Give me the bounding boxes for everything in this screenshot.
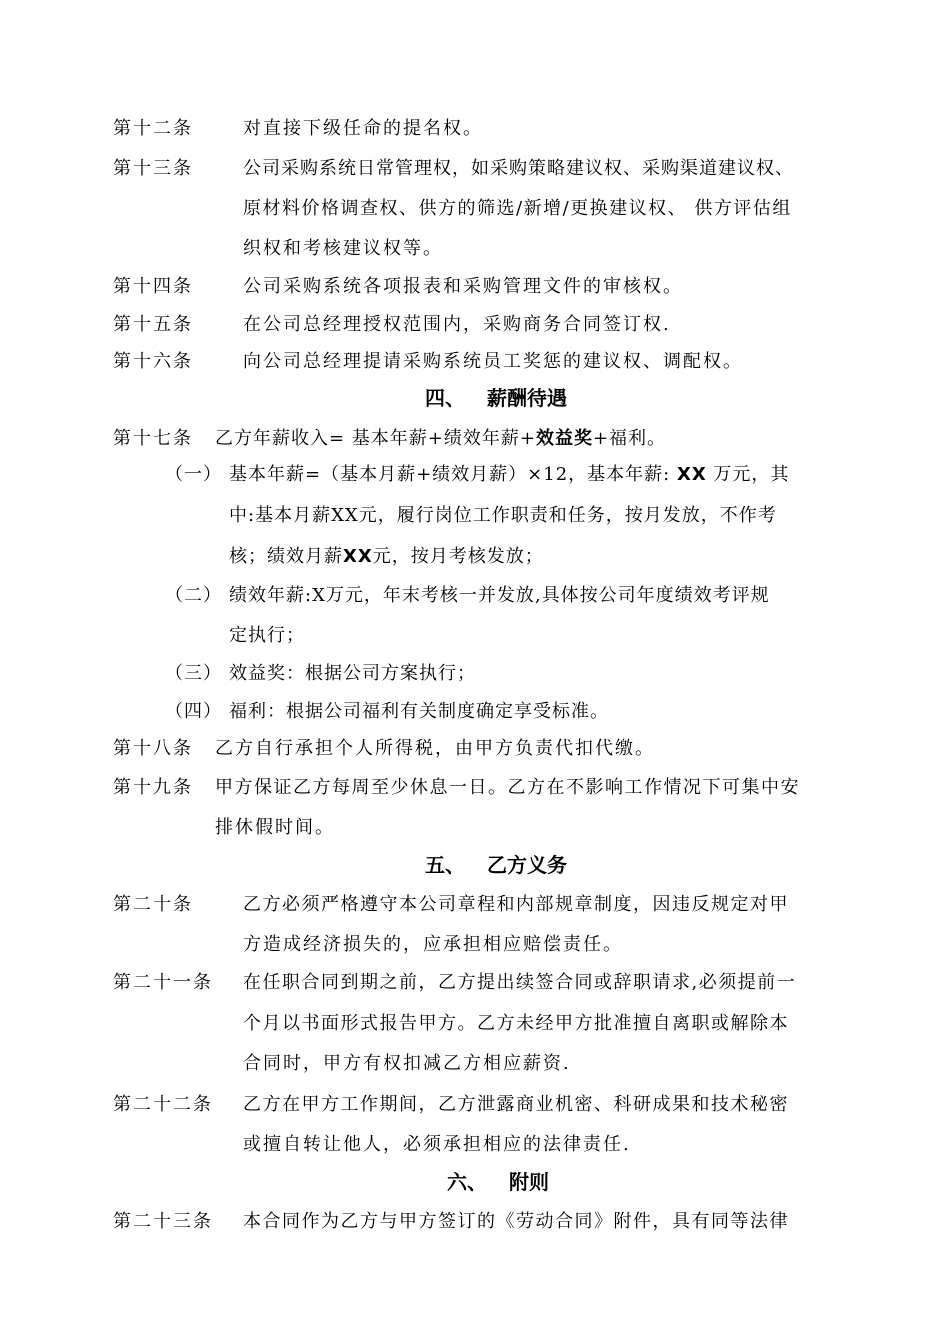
article-text: 对直接下级任命的提名权。 <box>243 118 483 139</box>
sub-item-1 <box>165 463 222 487</box>
article-text-line: 个月以书面形式报告甲方。乙方未经甲方批准擅自离职或解除本 <box>243 1013 789 1034</box>
article-text: 乙方必须严格遵守本公司章程和内部规章制度，因违反规定对甲 <box>243 894 789 915</box>
section-heading-6 <box>447 1169 549 1195</box>
article-label: 第二十二条 <box>113 1094 213 1115</box>
section-heading-4 <box>425 385 567 411</box>
article-label: 第十四条 <box>113 276 193 297</box>
sub-item-4: （四） <box>165 701 222 722</box>
sub-item-3: （三） <box>165 663 222 684</box>
item-text-part: 核；绩效月薪 <box>229 546 343 567</box>
sub-item-2: （二） <box>165 585 222 606</box>
article-text-part: +福利。 <box>592 428 667 449</box>
article-label: 第十五条 <box>113 314 193 335</box>
article-text-part: 乙方年薪收入= 基本年薪+绩效年薪+ <box>215 428 536 449</box>
article-text-line: 或擅自转让他人，必须承担相应的法律责任. <box>243 1134 631 1155</box>
article-text: 甲方保证乙方每周至少休息一日。乙方在不影响工作情况下可集中安 <box>215 777 800 798</box>
heading-number: 五、 <box>425 853 465 877</box>
article-label: 第十二条 <box>113 118 193 139</box>
article-text-line: 合同时，甲方有权扣减乙方相应薪资. <box>243 1053 571 1074</box>
placeholder-amount: XX <box>343 546 373 567</box>
article-label: 第十六条 <box>113 351 193 372</box>
article-label: 第二十三条 <box>113 1211 213 1232</box>
heading-title: 薪酬待遇 <box>487 386 567 410</box>
item-number: （一） <box>165 464 222 485</box>
article-text-line: 方造成经济损失的，应承担相应赔偿责任。 <box>243 934 623 955</box>
article-text <box>215 427 666 451</box>
heading-number: 四、 <box>425 386 465 410</box>
sub-item-text-line <box>229 545 544 569</box>
article-text-line: 原材料价格调查权、供方的筛选/新增/更换建议权、 供方评估组 <box>243 198 792 219</box>
article-label: 第二十条 <box>113 894 193 915</box>
article-text: 在公司总经理授权范围内，采购商务合同签订权. <box>243 314 671 335</box>
item-text-part: 基本年薪=（基本月薪+绩效月薪）×12，基本年薪: <box>229 464 677 485</box>
article-text: 公司采购系统日常管理权，如采购策略建议权、采购渠道建议权、 <box>243 158 794 179</box>
article-label: 第十七条 <box>113 428 193 449</box>
article-label: 第十九条 <box>113 777 193 798</box>
article-text: 公司采购系统各项报表和采购管理文件的审核权。 <box>243 276 683 297</box>
article-label: 第十三条 <box>113 158 193 179</box>
heading-title: 乙方义务 <box>487 853 567 877</box>
article-text-line: 排休假时间。 <box>215 817 335 838</box>
placeholder-amount: XX <box>676 464 707 485</box>
sub-item-text: 效益奖：根据公司方案执行； <box>229 663 476 684</box>
item-text-part: 元，按月考核发放； <box>372 546 544 567</box>
item-text-part: 万元，其 <box>706 464 790 485</box>
heading-number: 六、 <box>447 1170 487 1194</box>
article-text-line: 织权和考核建议权等。 <box>243 238 443 259</box>
sub-item-text: 福利：根据公司福利有关制度确定享受标准。 <box>229 701 609 722</box>
article-text: 乙方自行承担个人所得税，由甲方负责代扣代缴。 <box>215 738 655 759</box>
heading-title: 附则 <box>509 1170 549 1194</box>
sub-item-text: 绩效年薪:X万元，年末考核一并发放,具体按公司年度绩效考评规 <box>229 585 770 606</box>
section-heading-5 <box>425 852 567 878</box>
article-text: 在任职合同到期之前，乙方提出续签合同或辞职请求,必须提前一 <box>243 972 797 993</box>
sub-item-text-line: 定执行； <box>229 625 305 646</box>
article-text: 本合同作为乙方与甲方签订的《劳动合同》附件，具有同等法律 <box>243 1211 789 1232</box>
bold-term: 效益奖 <box>535 428 593 449</box>
article-text: 乙方在甲方工作期间，乙方泄露商业机密、科研成果和技术秘密 <box>243 1094 789 1115</box>
sub-item-text-line: 中:基本月薪XX元，履行岗位工作职责和任务，按月发放，不作考 <box>229 505 777 526</box>
article-label: 第十八条 <box>113 738 193 759</box>
sub-item-text <box>229 463 789 487</box>
article-text: 向公司总经理提请采购系统员工奖惩的建议权、调配权。 <box>243 351 743 372</box>
article-label: 第二十一条 <box>113 972 213 993</box>
